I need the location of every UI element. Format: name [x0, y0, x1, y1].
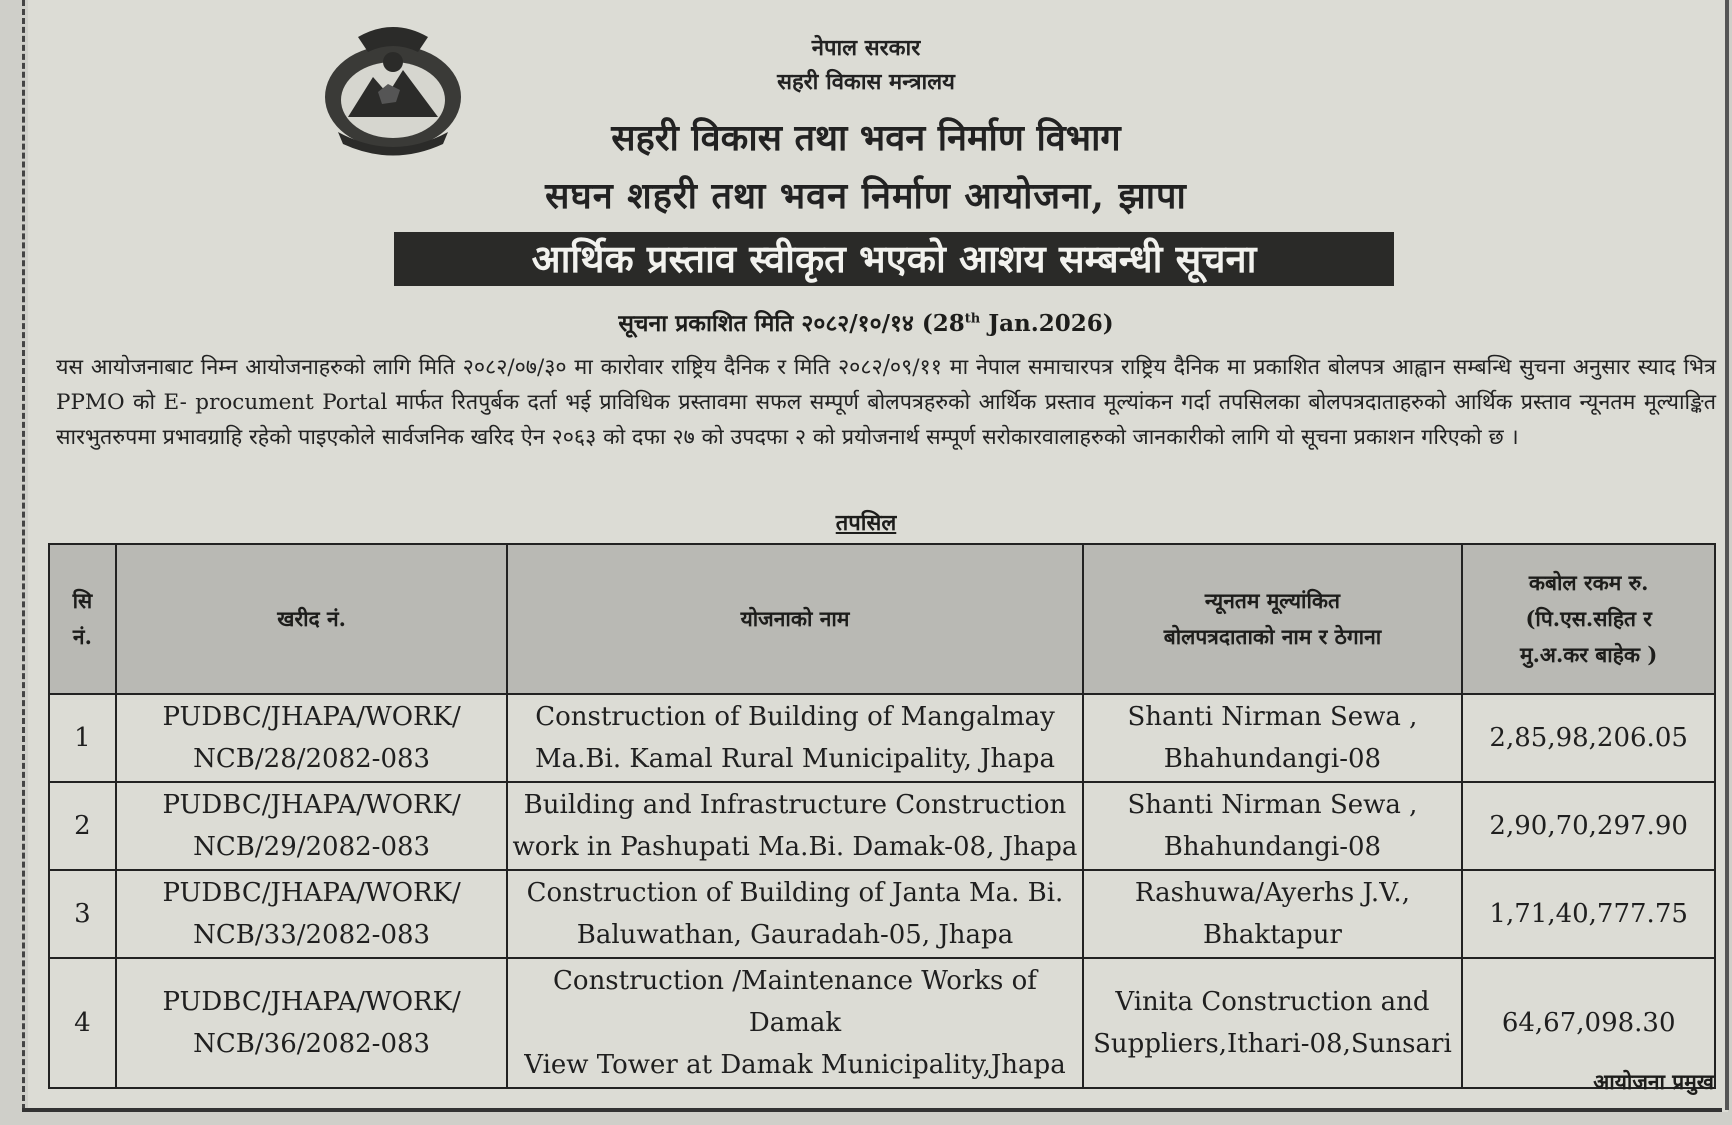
- proc-line1: PUDBC/JHAPA/WORK/: [162, 878, 461, 908]
- header-amount: [1462, 544, 1715, 694]
- proc-line2: NCB/36/2082-083: [193, 1029, 431, 1059]
- cell-sn: 3: [49, 870, 116, 958]
- cell-project-name: [507, 694, 1082, 782]
- table-row: [49, 958, 1715, 1088]
- cell-procurement-no: [116, 958, 508, 1088]
- notice-title-banner: आर्थिक प्रस्ताव स्वीकृत भएको आशय सम्बन्धी सूचना: [394, 232, 1394, 286]
- header-amount-line1: कबोल रकम रु.: [1528, 570, 1649, 595]
- ministry-name: सहरी विकास मन्त्रालय: [777, 69, 955, 95]
- proc-line2: NCB/33/2082-083: [193, 920, 431, 950]
- cell-bidder: [1083, 782, 1463, 870]
- header-bidder: [1083, 544, 1463, 694]
- govt-name: नेपाल सरकार: [811, 35, 921, 61]
- proc-line1: PUDBC/JHAPA/WORK/: [162, 790, 461, 820]
- cell-sn: 1: [49, 694, 116, 782]
- name-line1: Construction of Building of Mangalmay: [535, 702, 1055, 732]
- proc-line1: PUDBC/JHAPA/WORK/: [162, 702, 461, 732]
- name-line2: Ma.Bi. Kamal Rural Municipality, Jhapa: [535, 744, 1055, 774]
- bidder-line2: Suppliers,Ithari-08,Sunsari: [1093, 1029, 1452, 1059]
- notice-body-text: यस आयोजनाबाट निम्न आयोजनाहरुको लागि मिति २०८२/०७/३० मा कारोवार राष्ट्रिय दैनिक र मिति २०८२/०९/११ मा नेपाल समाचारपत्र राष्ट्रिय दैनिक मा प्रकाशित बोलपत्र आह्वान सम्बन्धि सुचना अनुसार स्याद भित्र PPMO को E- procument Portal मार्फत रितपुर्बक दर्ता भई प्राविधिक प्रस्तावमा सफल सम्पूर्ण बोलपत्रहरुको आर्थिक प्रस्ताव मूल्यांकन गर्दा तपसिलका बोलपत्रदाताहरुको आर्थिक प्रस्ताव न्यूनतम मूल्याङ्कित सारभुतरुपमा प्रभावग्राहि रहेको पाइएकोले सार्वजनिक खरिद ऐन २०६३ को दफा २७ को उपदफा २ को प्रयोजनार्थ सम्पूर्ण सरोकारवालाहरुको जानकारीको लागि यो सूचना प्रकाशन गरिएको छ ।: [56, 355, 1716, 450]
- table-header-row: [49, 544, 1715, 694]
- header-sn: [49, 544, 116, 694]
- cell-amount: 2,85,98,206.05: [1462, 694, 1715, 782]
- header-sn-line1: सि: [72, 588, 93, 613]
- cell-bidder: [1083, 694, 1463, 782]
- cell-procurement-no: [116, 870, 508, 958]
- cell-sn: 2: [49, 782, 116, 870]
- cell-amount: 1,71,40,777.75: [1462, 870, 1715, 958]
- bidder-line1: Vinita Construction and: [1115, 987, 1430, 1017]
- cell-procurement-no: [116, 694, 508, 782]
- header-amount-line2: (पि.एस.सहित र: [1525, 606, 1652, 631]
- table-row: [49, 694, 1715, 782]
- name-line1: Construction /Maintenance Works of Damak: [553, 966, 1037, 1038]
- header-procurement-no: खरीद नं.: [116, 544, 508, 694]
- bidder-line1: Rashuwa/Ayerhs J.V.,: [1134, 878, 1410, 908]
- cell-procurement-no: [116, 782, 508, 870]
- header-sn-line2: नं.: [72, 624, 92, 649]
- publication-date-sup: th: [964, 311, 981, 327]
- project-office-name: सघन शहरी तथा भवन निर्माण आयोजना, झापा: [545, 175, 1187, 217]
- border-bottom: [22, 1108, 1722, 1112]
- proc-line2: NCB/28/2082-083: [193, 744, 431, 774]
- bidder-line2: Bhahundangi-08: [1163, 744, 1382, 774]
- publication-date-rest: Jan.2026): [980, 310, 1114, 337]
- department-name: सहरी विकास तथा भवन निर्माण विभाग: [611, 117, 1121, 159]
- name-line2: work in Pashupati Ma.Bi. Damak-08, Jhapa: [512, 832, 1078, 862]
- cell-amount: 64,67,098.30: [1462, 958, 1715, 1088]
- bidder-line1: Shanti Nirman Sewa ,: [1127, 702, 1418, 732]
- cell-project-name: [507, 782, 1082, 870]
- signatory-title: आयोजना प्रमुख: [1593, 1069, 1714, 1094]
- name-line2: View Tower at Damak Municipality,Jhapa: [524, 1050, 1066, 1080]
- cell-bidder: [1083, 958, 1463, 1088]
- bidder-line2: Bhahundangi-08: [1163, 832, 1382, 862]
- cut-line-left: [22, 0, 29, 1110]
- header-project-name: योजनाको नाम: [507, 544, 1082, 694]
- table-title: तपसिल: [835, 510, 897, 536]
- table-row: [49, 870, 1715, 958]
- name-line1: Construction of Building of Janta Ma. Bi.: [526, 878, 1064, 908]
- header-bidder-line1: न्यूनतम मूल्यांकित: [1204, 588, 1341, 613]
- publication-date: [0, 306, 1732, 338]
- publication-date-label: सूचना प्रकाशित मिति २०८२/१०/१४ (28: [618, 310, 965, 337]
- proc-line2: NCB/29/2082-083: [193, 832, 431, 862]
- cell-amount: 2,90,70,297.90: [1462, 782, 1715, 870]
- header-bidder-line2: बोलपत्रदाताको नाम र ठेगाना: [1163, 624, 1382, 649]
- bidder-line1: Shanti Nirman Sewa ,: [1127, 790, 1418, 820]
- cell-sn: 4: [49, 958, 116, 1088]
- bidder-line2: Bhaktapur: [1203, 920, 1342, 950]
- proc-line1: PUDBC/JHAPA/WORK/: [162, 987, 461, 1017]
- table-row: [49, 782, 1715, 870]
- header-amount-line3: मु.अ.कर बाहेक ): [1520, 642, 1658, 667]
- cell-bidder: [1083, 870, 1463, 958]
- award-table: [48, 543, 1716, 1089]
- border-right: [1725, 0, 1729, 1110]
- cell-project-name: [507, 870, 1082, 958]
- name-line1: Building and Infrastructure Construction: [523, 790, 1067, 820]
- cell-project-name: [507, 958, 1082, 1088]
- name-line2: Baluwathan, Gauradah-05, Jhapa: [576, 920, 1014, 950]
